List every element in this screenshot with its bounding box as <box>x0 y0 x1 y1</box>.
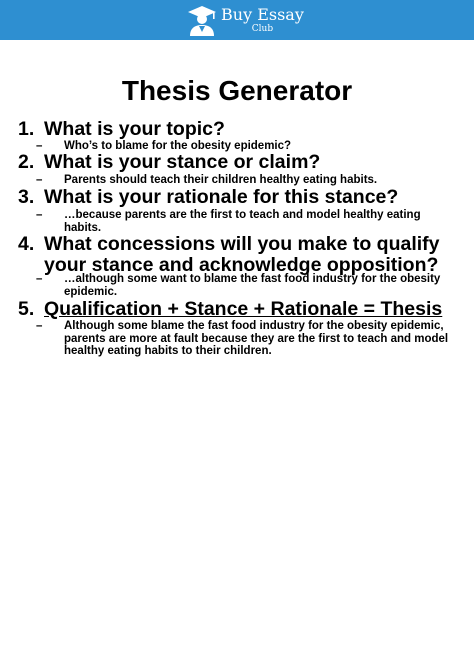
question-text: What is your rationale for this stance? <box>44 186 399 208</box>
answer-2 <box>36 174 456 187</box>
question-number: 2. <box>18 151 35 173</box>
brand-sub: Club <box>251 24 274 34</box>
answer-text: Who’s to blame for the obesity epidemic? <box>64 140 292 152</box>
brand-name: Buy Essay <box>221 5 304 24</box>
answer-text: …because parents are the first to teach and model healthy eating habits. <box>64 209 421 234</box>
graduation-cap-person-icon <box>186 4 218 36</box>
answer-text: Parents should teach their children healthy eating habits. <box>64 174 378 186</box>
answer-dash: – <box>36 140 43 152</box>
answer-4 <box>36 273 456 298</box>
question-text: What is your topic? <box>44 118 225 140</box>
question-number: 3. <box>18 186 35 208</box>
answer-text: …although some want to blame the fast food industry for the obesity epidemic. <box>64 273 441 298</box>
answer-dash: – <box>36 174 43 186</box>
question-text: What concessions will you make to qualify your stance and acknowledge opposition? <box>44 233 440 276</box>
question-number: 4. <box>18 233 35 255</box>
answer-3 <box>36 209 456 234</box>
page-title: Thesis Generator <box>121 75 353 106</box>
answer-5 <box>36 320 456 358</box>
answer-text: Although some blame the fast food industry for the obesity epidemic, parents are more at fault because they are the first to teach and model healthy eating habits to their children. <box>64 320 449 357</box>
question-number: 1. <box>18 118 35 140</box>
answer-dash: – <box>36 209 43 221</box>
question-number: 5. <box>18 298 35 320</box>
question-4 <box>18 234 468 276</box>
question-3 <box>18 187 468 208</box>
brand-logo[interactable] <box>186 4 304 36</box>
answer-dash: – <box>36 320 43 332</box>
question-2 <box>18 152 468 173</box>
question-text: Qualification + Stance + Rationale = Thesis <box>44 298 443 320</box>
header-bar <box>0 0 474 40</box>
question-text: What is your stance or claim? <box>44 151 321 173</box>
question-5 <box>18 299 468 320</box>
answer-dash: – <box>36 273 43 285</box>
question-1 <box>18 119 468 140</box>
